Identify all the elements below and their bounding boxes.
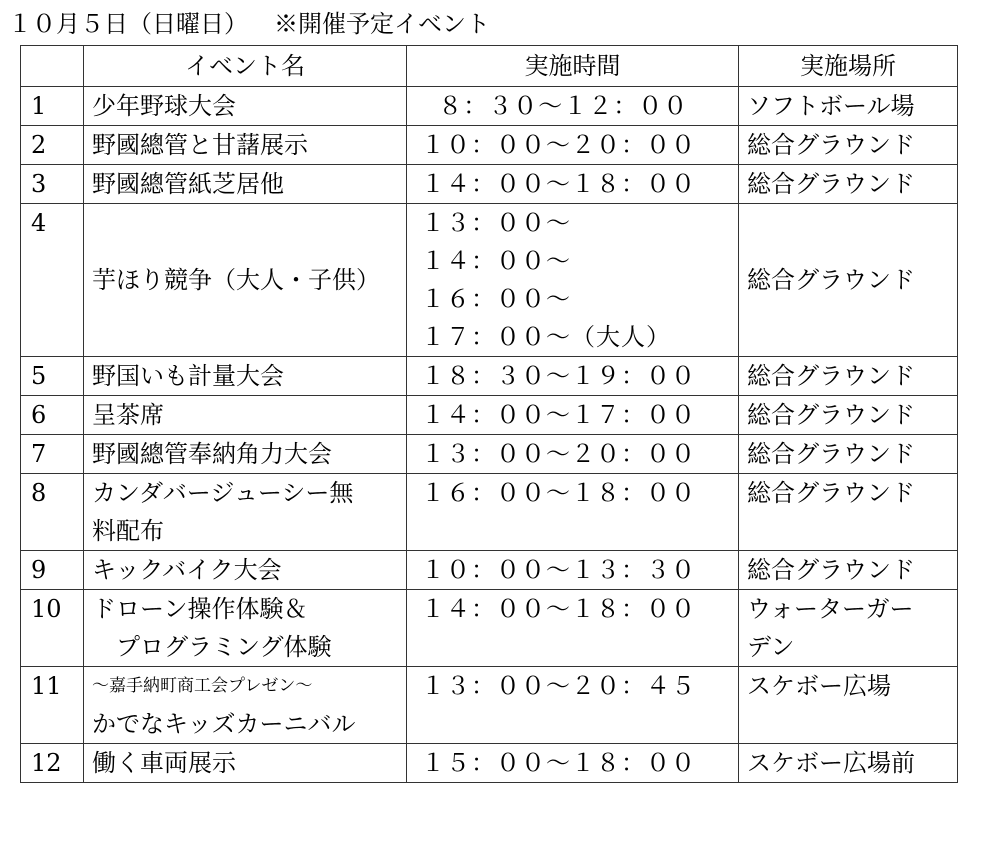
- event-schedule-table: [20, 45, 958, 783]
- event-place-line: 総合グラウンド: [747, 401, 915, 429]
- event-name: [84, 551, 407, 590]
- event-name: [84, 744, 407, 783]
- event-name: [84, 435, 407, 474]
- event-time: [407, 126, 739, 165]
- event-name-line: 芋ほり競争（大人・子供）: [92, 266, 380, 294]
- event-time-line: １６：００～: [421, 285, 571, 313]
- event-name: [84, 396, 407, 435]
- event-place-line: スケボー広場: [747, 672, 891, 700]
- event-place-line: 総合グラウンド: [747, 131, 915, 159]
- event-place-line: スケボー広場前: [747, 749, 915, 777]
- event-place: [739, 126, 958, 165]
- event-time: [407, 435, 739, 474]
- event-number: 1: [21, 87, 84, 126]
- table-row: [21, 551, 958, 590]
- table-row: [21, 126, 958, 165]
- event-place: [739, 667, 958, 744]
- event-name-line: 野國總管紙芝居他: [92, 170, 284, 198]
- event-place: [739, 204, 958, 357]
- event-number: 5: [21, 357, 84, 396]
- event-place-line: 総合グラウンド: [747, 479, 915, 507]
- event-place-line: ウォーターガー: [747, 595, 914, 623]
- event-time: [407, 357, 739, 396]
- event-name: [84, 87, 407, 126]
- event-name-line: キックバイク大会: [92, 556, 282, 584]
- column-header-place: 実施場所: [739, 46, 958, 87]
- event-time-line: １５：００～１８：００: [421, 749, 696, 777]
- table-row: [21, 474, 958, 551]
- event-name: [84, 474, 407, 551]
- event-number: 2: [21, 126, 84, 165]
- event-place-line: 総合グラウンド: [747, 266, 915, 294]
- event-time: [407, 474, 739, 551]
- event-time-line: １６：００～１８：００: [421, 479, 696, 507]
- event-name: [84, 126, 407, 165]
- event-time: [407, 744, 739, 783]
- column-header-event-name: イベント名: [84, 46, 407, 87]
- event-place-line: 総合グラウンド: [747, 362, 915, 390]
- event-name: [84, 165, 407, 204]
- event-name-line: 野國總管奉納角力大会: [92, 440, 332, 468]
- event-time-line: １４：００～１７：００: [421, 401, 696, 429]
- event-name-line: 野國總管と甘藷展示: [92, 131, 308, 159]
- event-number: 10: [21, 590, 84, 667]
- event-time-line: １４：００～１８：００: [421, 595, 696, 623]
- event-number: 3: [21, 165, 84, 204]
- event-time-line: ８：３０～１２：００: [421, 92, 689, 120]
- event-time: [407, 204, 739, 357]
- event-number: 11: [21, 667, 84, 744]
- event-time-line: １３：００～２０：００: [421, 440, 696, 468]
- page-heading: [8, 8, 490, 40]
- event-name: [84, 590, 407, 667]
- event-name-line: カンダバージューシー無: [92, 479, 354, 507]
- event-place-line: 総合グラウンド: [747, 556, 915, 584]
- event-time-line: １０：００～２０：００: [421, 131, 696, 159]
- event-place: [739, 165, 958, 204]
- event-number: 8: [21, 474, 84, 551]
- event-time: [407, 87, 739, 126]
- event-date: １０月５日（日曜日）: [8, 10, 248, 38]
- event-place-line: 総合グラウンド: [747, 170, 915, 198]
- event-time-line: １３：００～: [421, 209, 571, 237]
- event-time: [407, 165, 739, 204]
- event-place: [739, 357, 958, 396]
- event-place: [739, 474, 958, 551]
- event-time: [407, 396, 739, 435]
- event-number: 9: [21, 551, 84, 590]
- event-name-line: 働く車両展示: [92, 749, 236, 777]
- event-number: 6: [21, 396, 84, 435]
- event-number: 7: [21, 435, 84, 474]
- event-name: [84, 667, 407, 744]
- column-header-time: 実施時間: [407, 46, 739, 87]
- event-place: [739, 396, 958, 435]
- table-row: [21, 396, 958, 435]
- event-place-line: デン: [747, 633, 795, 661]
- event-time-line: １７：００～（大人）: [421, 323, 671, 351]
- event-name-line: 料配布: [92, 517, 164, 545]
- table-row: [21, 667, 958, 744]
- column-header-number: [21, 46, 84, 87]
- event-name-line: 少年野球大会: [92, 92, 236, 120]
- event-place: [739, 87, 958, 126]
- event-time-line: １８：３０～１９：００: [421, 362, 696, 390]
- table-row: [21, 357, 958, 396]
- event-name-line: ～嘉手納町商工会プレゼン～: [92, 676, 313, 696]
- table-header-row: [21, 46, 958, 87]
- table-row: [21, 87, 958, 126]
- event-time-line: １３：００～２０：４５: [421, 672, 696, 700]
- event-name-line: 呈茶席: [92, 401, 164, 429]
- event-place-line: ソフトボール場: [747, 92, 915, 120]
- event-name: [84, 204, 407, 357]
- table-row: [21, 204, 958, 357]
- event-place: [739, 551, 958, 590]
- event-time-line: １４：００～１８：００: [421, 170, 696, 198]
- event-name-line: ドローン操作体験＆: [92, 595, 308, 623]
- event-number: 4: [21, 204, 84, 357]
- event-time-line: １４：００～: [421, 247, 571, 275]
- event-place: [739, 590, 958, 667]
- event-number: 12: [21, 744, 84, 783]
- event-place-line: 総合グラウンド: [747, 440, 915, 468]
- table-row: [21, 744, 958, 783]
- event-name: [84, 357, 407, 396]
- table-row: [21, 435, 958, 474]
- event-time: [407, 667, 739, 744]
- event-place: [739, 744, 958, 783]
- heading-note: ※開催予定イベント: [274, 10, 490, 38]
- table-row: [21, 590, 958, 667]
- event-name-line: 野国いも計量大会: [92, 362, 284, 390]
- table-row: [21, 165, 958, 204]
- event-name-line: プログラミング体験: [116, 633, 332, 661]
- event-name-line: かでなキッズカーニバル: [92, 710, 356, 738]
- event-place: [739, 435, 958, 474]
- event-time: [407, 551, 739, 590]
- event-time: [407, 590, 739, 667]
- event-time-line: １０：００～１３：３０: [421, 556, 696, 584]
